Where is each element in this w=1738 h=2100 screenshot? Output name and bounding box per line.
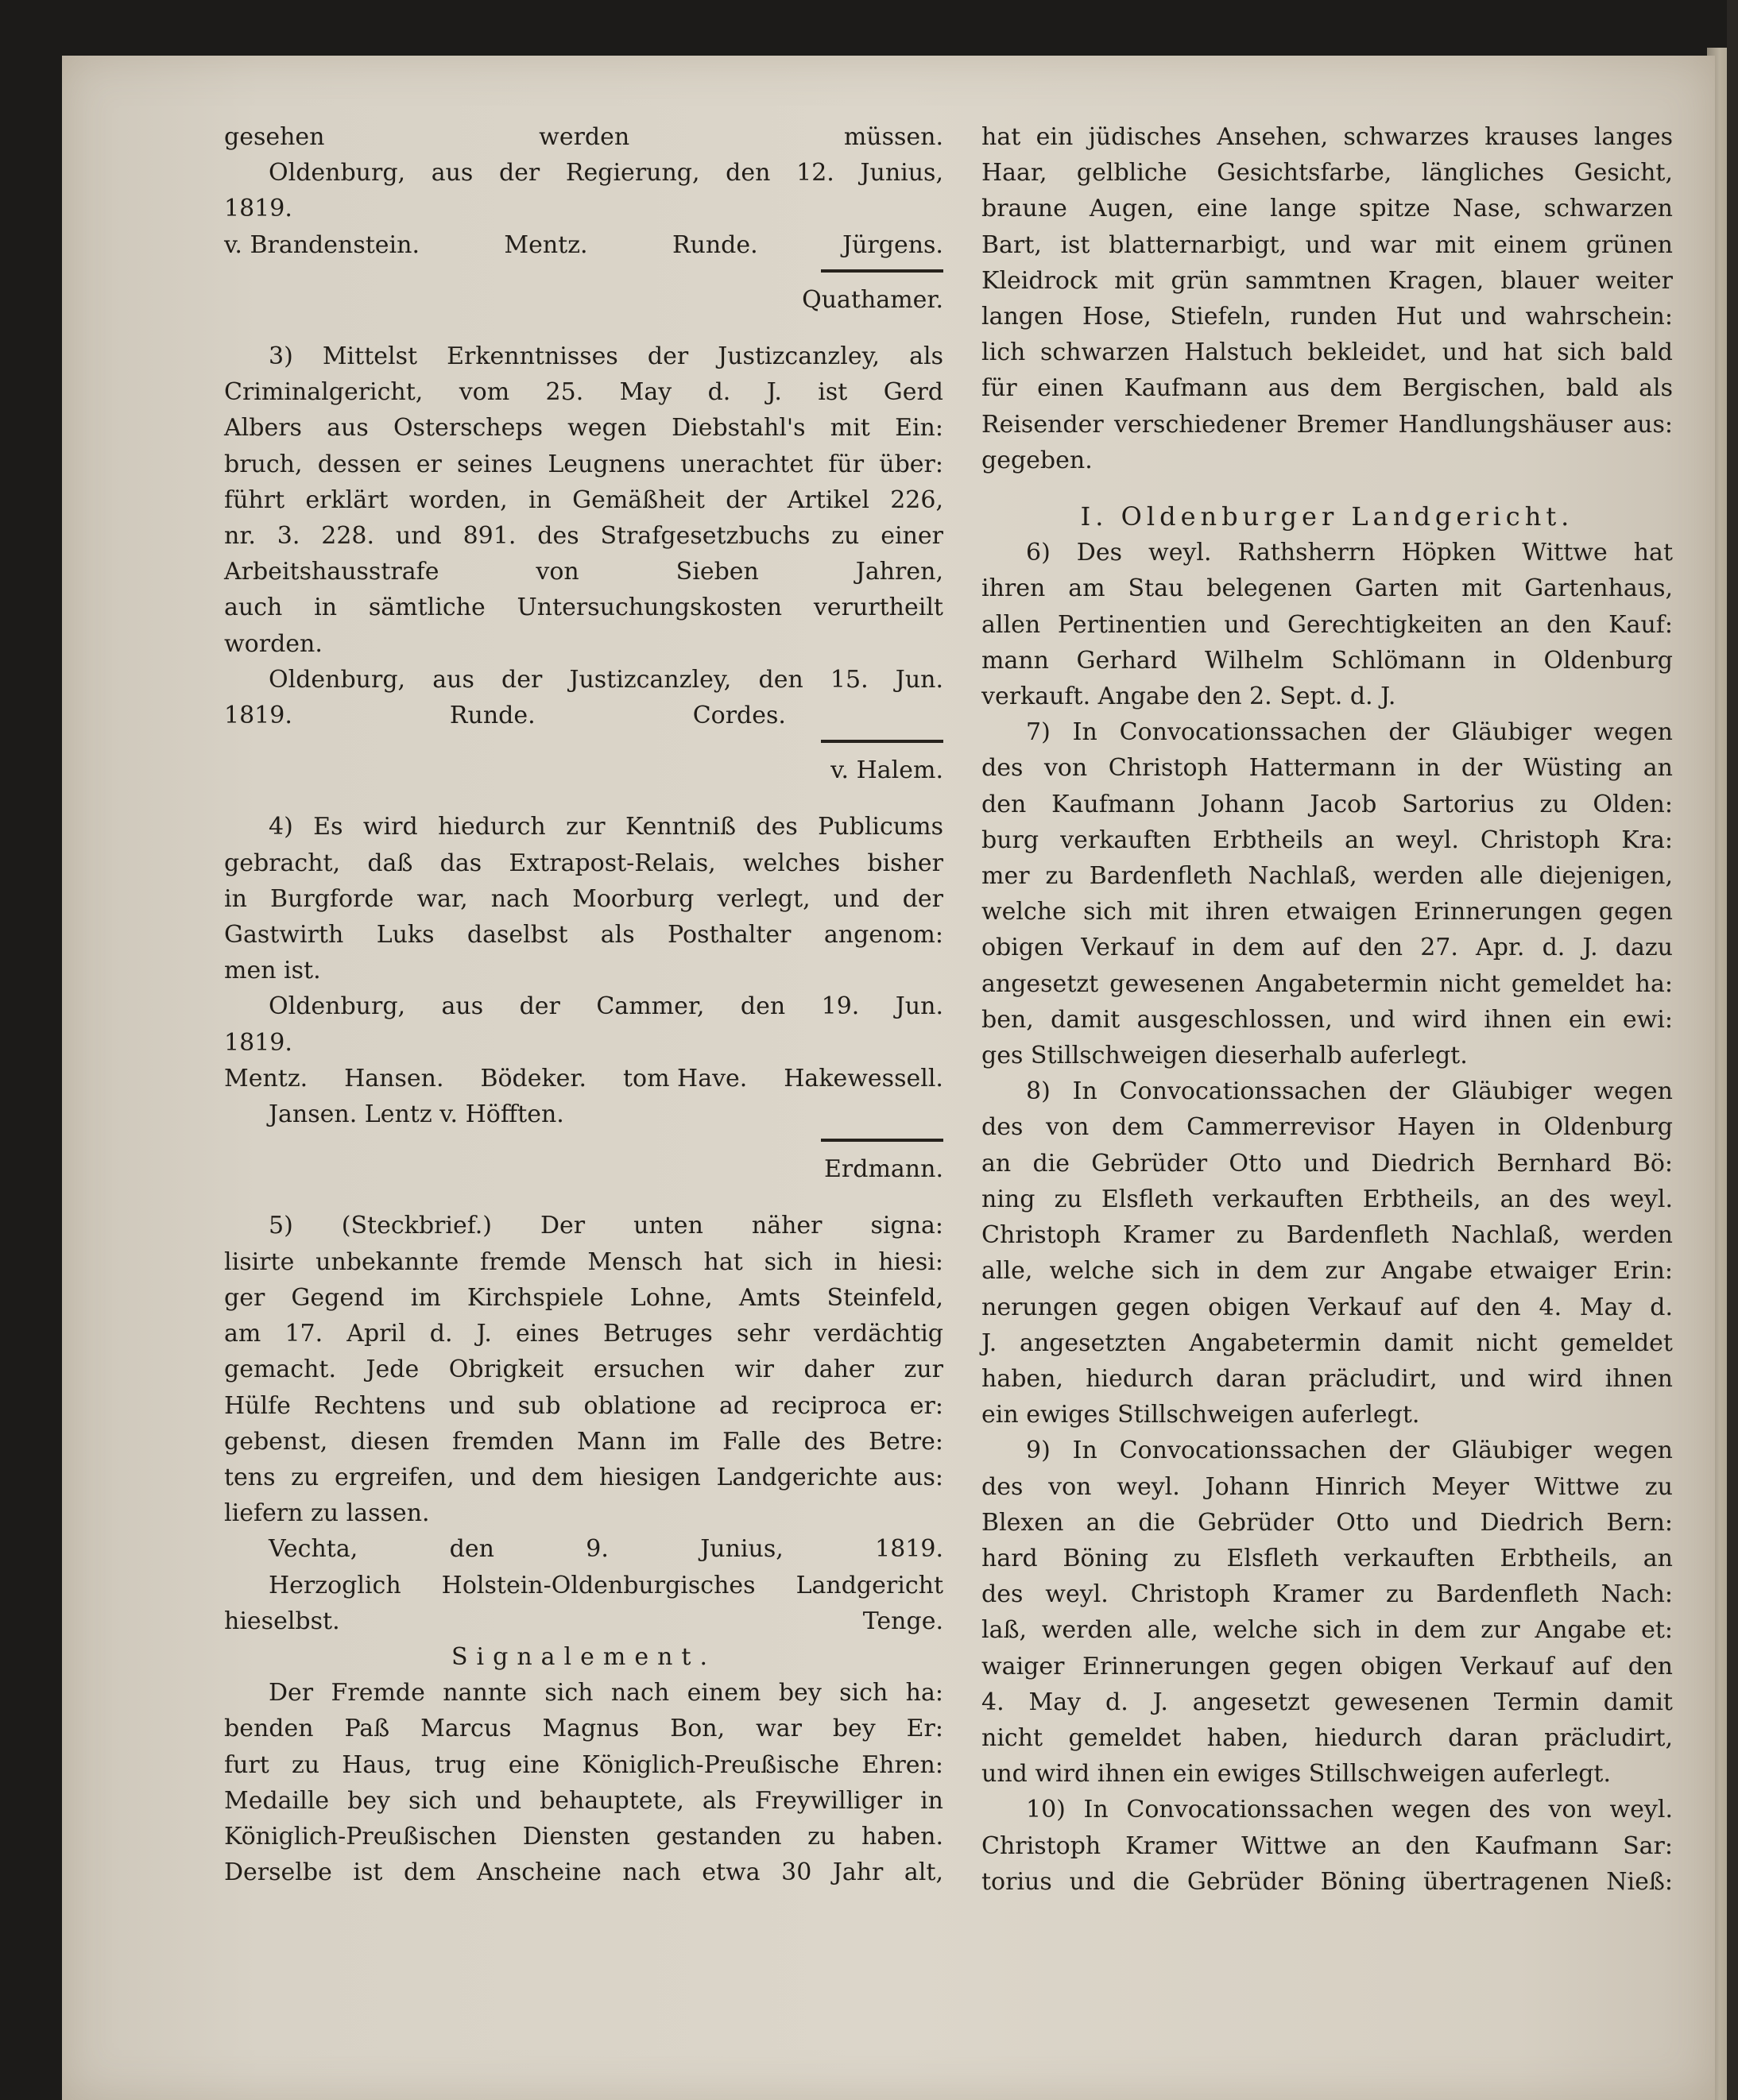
text-line: des von weyl. Johann Hinrich Meyer Wittwe zu [981, 1472, 1673, 1501]
text-line: am 17. April d. J. eines Betruges sehr verdächtig [224, 1320, 943, 1348]
text-line: ein ewiges Stillschweigen auferlegt. [981, 1401, 1420, 1429]
paragraph-start: 10) In Convocationssachen wegen des von weyl. [1026, 1796, 1673, 1824]
text-line: langen Hose, Stiefeln, runden Hut und wahrschein: [981, 303, 1673, 331]
text-line: führt erklärt worden, in Gemäßheit der Artikel 226, [224, 485, 943, 514]
spacer [981, 478, 1673, 499]
text-line: Criminalgericht, vom 25. May d. J. ist Gerd [224, 378, 943, 407]
paragraph-start: 5) (Steckbrief.) Der unten näher signa: [269, 1212, 943, 1240]
paragraph-start: Der Fremde nannte sich nach einem bey sich ha: [269, 1679, 943, 1707]
spacer [224, 1187, 943, 1208]
text-line: 1819. [224, 195, 292, 223]
signature-name: 1819. [224, 702, 292, 730]
section-heading: Signalement. [451, 1642, 717, 1671]
signature-name: Runde. [672, 230, 758, 259]
text-line: Reisender verschiedener Bremer Handlungshäuser aus: [981, 410, 1673, 439]
dateline: Herzoglich Holstein-Oldenburgisches Landgericht [269, 1571, 943, 1599]
left-column [224, 119, 943, 1890]
signature-name: Jürgens. [842, 230, 943, 259]
signature-name: tom Have. [622, 1064, 748, 1093]
dateline: Vechta, den 9. Junius, 1819. [269, 1535, 943, 1564]
signature-name: Tenge. [862, 1607, 943, 1635]
signature-name: Mentz. [504, 230, 588, 259]
signature-name: hieselbst. [224, 1607, 340, 1635]
text-line: nicht gemeldet haben, hiedurch daran präcludirt, [981, 1723, 1673, 1752]
signature-name: Mentz. [224, 1064, 308, 1093]
text-line: waiger Erinnerungen gegen obigen Verkauf auf den [981, 1652, 1673, 1680]
text-line: laß, werden alle, welche sich in dem zur Angabe et: [981, 1616, 1673, 1645]
dateline: Oldenburg, aus der Regierung, den 12. Junius, [269, 159, 943, 188]
text-line: worden. [224, 629, 323, 658]
separator-rule [821, 1139, 943, 1142]
text-line: Arbeitshausstrafe von Sieben Jahren, [224, 558, 943, 586]
signature-line [224, 227, 943, 263]
text-line: hard Böning zu Elsfleth verkauften Erbtheils, an [981, 1544, 1673, 1572]
signature-line [224, 1061, 943, 1096]
text-line: men ist. [224, 957, 321, 985]
signature-name: Quathamer. [802, 285, 943, 314]
text-line: obigen Verkauf in dem auf den 27. Apr. d. J. dazu [981, 934, 1673, 962]
text-line: 4. May d. J. angesetzt gewesenen Termin damit [981, 1688, 1673, 1716]
separator-rule [821, 740, 943, 743]
text-line: Kleidrock mit grün sammtnen Kragen, blauer weiter [981, 266, 1673, 295]
paragraph-start: 6) Des weyl. Rathsherrn Höpken Wittwe hat [1026, 539, 1673, 567]
text-line: mer zu Bardenfleth Nachlaß, werden alle diejenigen, [981, 862, 1673, 891]
signature-line: Jansen. Lentz v. Höfften. [269, 1100, 564, 1129]
text-line: torius und die Gebrüder Böning übertragenen Nieß: [981, 1867, 1673, 1896]
text-line: bruch, dessen er seines Leugnens unerachtet für über: [224, 450, 943, 478]
paragraph-start: 3) Mittelst Erkenntnisses der Justizcanzley, als [269, 342, 943, 371]
signature-name: Cordes. [692, 702, 786, 730]
text-line: gesehen werden müssen. [224, 123, 943, 151]
text-line: benden Paß Marcus Magnus Bon, war bey Er: [224, 1715, 943, 1743]
text-line: nerungen gegen obigen Verkauf auf den 4. May d. [981, 1293, 1673, 1321]
text-line: nr. 3. 228. und 891. des Strafgesetzbuchs zu einer [224, 522, 943, 551]
text-line: gemacht. Jede Obrigkeit ersuchen wir daher zur [224, 1356, 943, 1384]
text-line: Haar, gelbliche Gesichtsfarbe, längliches Gesicht, [981, 159, 1673, 188]
binding-shadow [1727, 0, 1738, 2100]
signature-name: Runde. [449, 702, 536, 730]
text-line: gebenst, diesen fremden Mann im Falle des Betre: [224, 1427, 943, 1456]
paragraph-start: 9) In Convocationssachen der Gläubiger wegen [1026, 1437, 1673, 1465]
signature-name: Hansen. [344, 1064, 444, 1093]
text-line: ger Gegend im Kirchspiele Lohne, Amts Steinfeld, [224, 1283, 943, 1312]
text-line: angesetzt gewesenen Angabetermin nicht gemeldet ha: [981, 969, 1673, 998]
text-line: lisirte unbekannte fremde Mensch hat sich in hiesi: [224, 1247, 943, 1276]
dateline: Oldenburg, aus der Cammer, den 19. Jun. [269, 992, 943, 1021]
text-line: alle, welche sich in dem zur Angabe etwaiger Erin: [981, 1257, 1673, 1286]
text-line: braune Augen, eine lange spitze Nase, schwarzen [981, 195, 1673, 223]
text-line: Christoph Kramer Wittwe an den Kaufmann Sar: [981, 1831, 1673, 1860]
text-line: ges Stillschweigen dieserhalb auferlegt. [981, 1042, 1468, 1070]
text-line: Bart, ist blatternarbigt, und war mit einem grünen [981, 230, 1673, 259]
paragraph-start: 7) In Convocationssachen der Gläubiger wegen [1026, 718, 1673, 747]
text-line: des von Christoph Hattermann in der Wüsting an [981, 754, 1673, 783]
text-line: ben, damit ausgeschlossen, und wird ihnen ein ewi: [981, 1005, 1673, 1034]
paragraph-start: 4) Es wird hiedurch zur Kenntniß des Publicums [269, 813, 943, 841]
text-line: burg verkauften Erbtheils an weyl. Christoph Kra: [981, 826, 1673, 854]
text-line: verkauft. Angabe den 2. Sept. d. J. [981, 683, 1396, 711]
text-line: 1819. [224, 1028, 292, 1057]
text-line: und wird ihnen ein ewiges Stillschweigen auferlegt. [981, 1760, 1612, 1789]
text-line: für einen Kaufmann aus dem Bergischen, bald als [981, 374, 1673, 403]
text-line: des weyl. Christoph Kramer zu Bardenfleth Nach: [981, 1580, 1673, 1609]
spacer [224, 788, 943, 809]
separator-rule [821, 269, 943, 273]
text-line: tens zu ergreifen, und dem hiesigen Landgerichte aus: [224, 1463, 943, 1491]
text-line: Gastwirth Luks daselbst als Posthalter angenom: [224, 921, 943, 949]
text-line: Christoph Kramer zu Bardenfleth Nachlaß, werden [981, 1221, 1673, 1250]
signature-name: v. Halem. [830, 756, 943, 785]
text-line: welche sich mit ihren etwaigen Erinnerungen gegen [981, 898, 1673, 926]
signature-name: Bödeker. [480, 1064, 587, 1093]
text-line: des von dem Cammerrevisor Hayen in Oldenburg [981, 1113, 1673, 1142]
signature-line [224, 1603, 943, 1639]
text-line: gegeben. [981, 446, 1093, 474]
text-line: Hülfe Rechtens und sub oblatione ad reciproca er: [224, 1391, 943, 1420]
text-line: ihren am Stau belegenen Garten mit Gartenhaus, [981, 574, 1673, 603]
text-line: haben, hiedurch daran präcludirt, und wird ihnen [981, 1364, 1673, 1393]
text-line: lich schwarzen Halstuch bekleidet, und hat sich bald [981, 338, 1673, 367]
signature-line [224, 698, 943, 733]
text-line: an die Gebrüder Otto und Diedrich Bernhard Bö: [981, 1149, 1673, 1178]
text-line: allen Pertinentien und Gerechtigkeiten an den Kauf: [981, 610, 1673, 639]
text-line: den Kaufmann Johann Jacob Sartorius zu Olden: [981, 790, 1673, 818]
text-line: Albers aus Osterscheps wegen Diebstahl's mit Ein: [224, 414, 943, 443]
text-line: Blexen an die Gebrüder Otto und Diedrich Bern: [981, 1508, 1673, 1537]
text-line: auch in sämtliche Untersuchungskosten verurtheilt [224, 594, 943, 622]
signature-name: Erdmann. [824, 1155, 943, 1184]
spacer [224, 318, 943, 338]
text-line: mann Gerhard Wilhelm Schlömann in Oldenburg [981, 646, 1673, 675]
text-line: ning zu Elsfleth verkauften Erbtheils, an des weyl. [981, 1185, 1673, 1213]
text-line: hat ein jüdisches Ansehen, schwarzes krauses langes [981, 123, 1673, 151]
dateline: Oldenburg, aus der Justizcanzley, den 15. Jun. [269, 665, 943, 694]
signature-name: Hakewessell. [784, 1064, 943, 1093]
text-line: Medaille bey sich und behauptete, als Freywilliger in [224, 1786, 943, 1815]
text-line: Königlich-Preußischen Diensten gestanden zu haben. [224, 1822, 943, 1851]
text-line: in Burgforde war, nach Moorburg verlegt, und der [224, 884, 943, 913]
text-line: furt zu Haus, trug eine Königlich-Preußische Ehren: [224, 1750, 943, 1779]
text-line: Derselbe ist dem Anscheine nach etwa 30 Jahr alt, [224, 1858, 943, 1887]
right-column [981, 119, 1673, 1900]
text-line: liefern zu lassen. [224, 1499, 430, 1528]
paragraph-start: 8) In Convocationssachen der Gläubiger wegen [1026, 1077, 1673, 1106]
text-line: J. angesetzten Angabetermin damit nicht gemeldet [981, 1328, 1673, 1357]
signature-name: v. Brandenstein. [224, 230, 420, 259]
text-line: gebracht, daß das Extrapost-Relais, welches bisher [224, 849, 943, 877]
section-heading: I. Oldenburger Landgericht. [1080, 501, 1574, 532]
